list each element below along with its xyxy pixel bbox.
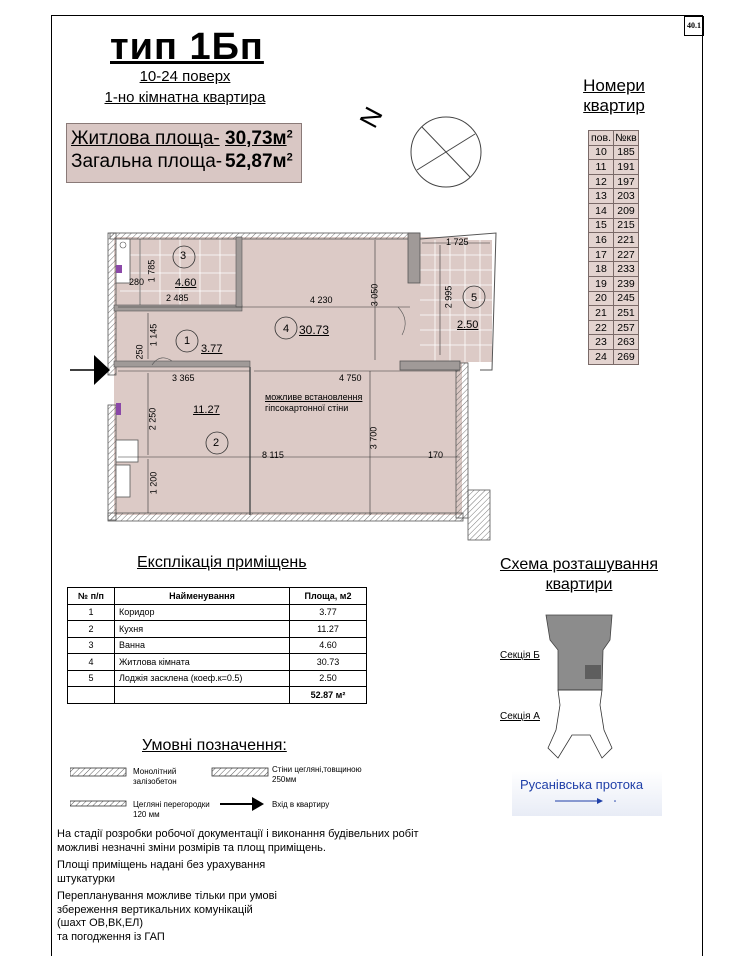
total-area-value: $52,87м^2$ — [225, 151, 293, 172]
room-fill-loggia — [420, 240, 492, 362]
legend-title: Умовні позначення: — [142, 737, 287, 754]
table-row — [589, 276, 639, 291]
room-name: Житлова кімната — [115, 654, 290, 671]
dim-250: 250 — [134, 344, 145, 360]
apt-cell: 227 — [614, 247, 639, 262]
building-schema — [540, 610, 620, 770]
floor-cell: 18 — [589, 262, 614, 277]
brick-wall-icon — [212, 768, 268, 776]
sink-icon — [116, 440, 138, 462]
row-number: 4 — [68, 654, 115, 671]
note-line: можливі незначні зміни розмірів та площ приміщень. — [57, 841, 326, 854]
legend-brick: Стіни цеглянi,товщиною 250мм — [272, 765, 362, 784]
row-number: 5 — [68, 670, 115, 687]
apartment-highlight — [585, 665, 601, 679]
dim-8115: 8 115 — [262, 450, 284, 460]
room-2-area: 11.27 — [193, 404, 220, 416]
north-label: N — [353, 101, 389, 133]
table-row — [68, 637, 367, 654]
table-row — [589, 218, 639, 233]
row-number: 1 — [68, 604, 115, 621]
river-arrow-icon — [555, 796, 635, 806]
table-row — [68, 670, 367, 687]
room-1-number: 1 — [184, 335, 191, 347]
table-row — [589, 335, 639, 350]
floor-cell: 15 — [589, 218, 614, 233]
total-area: 52.87 м² — [290, 687, 367, 704]
note-line: збереження вертикальних комунікацій — [57, 903, 253, 916]
river-label: Русанівська протока — [520, 777, 644, 792]
area-summary — [66, 123, 302, 183]
floor-cell: 17 — [589, 247, 614, 262]
floor-cell: 14 — [589, 203, 614, 218]
room-4-area: 30.73 — [299, 323, 330, 337]
room-4-number: 4 — [283, 323, 290, 335]
floor-cell: 11 — [589, 160, 614, 175]
room-area: 3.77 — [290, 604, 367, 621]
dim-3365: 3 365 — [172, 373, 195, 383]
legend-partition: Цеглянi перегородки 120 мм — [133, 800, 210, 819]
floor-cell: 12 — [589, 174, 614, 189]
compass-icon — [408, 114, 484, 190]
legend-concrete: Монолітний залізобетон — [133, 767, 177, 786]
floor-cell: 21 — [589, 306, 614, 321]
table-row — [589, 349, 639, 364]
dim-1145: 1 145 — [148, 323, 159, 347]
room-fill-kitchen — [114, 363, 462, 515]
plan-note-line2: гіпсокартонної стіни — [265, 403, 349, 413]
apt-cell: 221 — [614, 233, 639, 248]
dim-4230: 4 230 — [310, 295, 333, 305]
apt-cell: 209 — [614, 203, 639, 218]
table-row — [589, 160, 639, 175]
room-3-area: 4.60 — [175, 277, 197, 289]
floor-cell: 13 — [589, 189, 614, 204]
apt-cell: 233 — [614, 262, 639, 277]
partition-wall-icon — [70, 801, 126, 806]
apt-cell: 251 — [614, 306, 639, 321]
dim-1785: 1 785 — [146, 259, 157, 283]
apartment-numbers-table — [588, 130, 639, 365]
dim-2485: 2 485 — [166, 293, 189, 303]
plan-note-line1: можливе встановлення — [265, 392, 363, 402]
apt-cell: 191 — [614, 160, 639, 175]
section-b-shape — [546, 615, 612, 690]
concrete-wall-icon — [70, 768, 126, 776]
room-area: 30.73 — [290, 654, 367, 671]
table-row — [589, 320, 639, 335]
dim-2995: 2 995 — [443, 285, 454, 309]
dim-2250: 2 250 — [147, 407, 158, 431]
floor-plan — [60, 225, 510, 545]
room-area: 2.50 — [290, 670, 367, 687]
note-line: штукатурки — [57, 872, 116, 885]
table-row — [589, 306, 639, 321]
room-name: Коридор — [115, 604, 290, 621]
table-row — [68, 654, 367, 671]
entrance-arrow-icon — [94, 355, 110, 385]
table-row — [589, 145, 639, 160]
table-row — [589, 131, 639, 146]
apartment-type: 1-но кімнатна квартира — [104, 89, 266, 106]
table-row — [68, 604, 367, 621]
section-b-label: Секція Б — [500, 650, 540, 661]
dim-3700: 3 700 — [368, 426, 379, 450]
room-5-area: 2.50 — [457, 319, 479, 331]
col-floor-header: пов. — [589, 131, 614, 146]
room-3-number: 3 — [180, 250, 187, 262]
apt-cell: 263 — [614, 335, 639, 350]
row-number: 3 — [68, 637, 115, 654]
stove-icon — [116, 465, 130, 497]
note-line: На стадії розробки робочої документації і виконання будівельних робіт — [57, 828, 419, 840]
entrance-icon — [252, 797, 264, 811]
room-name: Лоджія засклена (коеф.к=0.5) — [115, 670, 290, 687]
room-1-area: 3.77 — [201, 343, 223, 355]
living-area-label: Житлова площа- — [71, 128, 220, 149]
explication-title: Експлікація приміщень — [137, 554, 307, 571]
floor-cell: 22 — [589, 320, 614, 335]
schema-title: Схема розташування квартири — [499, 556, 658, 593]
apt-cell: 269 — [614, 349, 639, 364]
room-name: Кухня — [115, 621, 290, 638]
floor-cell: 10 — [589, 145, 614, 160]
dim-280: 280 — [129, 277, 145, 287]
plan-title: тип 1Бп — [110, 26, 264, 68]
floor-cell: 23 — [589, 335, 614, 350]
floor-cell: 24 — [589, 349, 614, 364]
floors-range: 10-24 поверх — [139, 68, 231, 85]
apt-cell: 245 — [614, 291, 639, 306]
dim-3050: 3 050 — [369, 283, 380, 307]
living-area-value: $30,73м^2$ — [225, 128, 293, 149]
table-row — [589, 174, 639, 189]
apt-cell: 239 — [614, 276, 639, 291]
room-5-number: 5 — [471, 292, 478, 304]
dim-1725: 1 725 — [446, 237, 469, 247]
sheet-number: 40.1 — [684, 16, 704, 36]
col-apt-header: №кв — [615, 131, 637, 144]
legend-entrance: Вхiд в квартиру — [272, 800, 330, 809]
dim-4750: 4 750 — [339, 373, 362, 383]
bathtub-icon — [116, 239, 130, 283]
floor-cell: 20 — [589, 291, 614, 306]
floor-cell: 16 — [589, 233, 614, 248]
dim-170: 170 — [428, 450, 444, 460]
row-number: 2 — [68, 621, 115, 638]
floor-cell: 19 — [589, 276, 614, 291]
dim-1200: 1 200 — [148, 471, 159, 495]
table-row — [589, 189, 639, 204]
room-name: Ванна — [115, 637, 290, 654]
table-row — [589, 233, 639, 248]
room-area: 4.60 — [290, 637, 367, 654]
note-line: Перепланування можливе тільки при умові — [57, 890, 277, 902]
table-row — [589, 291, 639, 306]
table-row — [589, 203, 639, 218]
table-row — [68, 621, 367, 638]
total-area-label: Загальна площа- — [71, 151, 223, 172]
room-area: 11.27 — [290, 621, 367, 638]
notes — [57, 828, 419, 944]
apartment-numbers-title: Номери квартир — [583, 76, 645, 115]
apt-cell: 197 — [614, 174, 639, 189]
room-2-number: 2 — [213, 437, 220, 449]
section-a-shape — [548, 690, 612, 758]
table-row — [589, 247, 639, 262]
section-a-label: Секція А — [500, 711, 540, 722]
panel-icon — [116, 403, 121, 415]
table-row — [589, 262, 639, 277]
apt-cell: 215 — [614, 218, 639, 233]
explication-table — [67, 587, 367, 704]
apt-cell: 257 — [614, 320, 639, 335]
note-line: (шахт ОВ,ВК,ЕЛ) — [57, 917, 144, 929]
apt-cell: 185 — [614, 145, 639, 160]
note-line: Площі приміщень надані без урахування — [57, 859, 266, 871]
table-row-total — [68, 687, 367, 704]
apt-cell: 203 — [614, 189, 639, 204]
note-line: та погодження із ГАП — [57, 930, 165, 943]
table-row: № п/п Найменування Площа, м2 — [68, 588, 367, 605]
